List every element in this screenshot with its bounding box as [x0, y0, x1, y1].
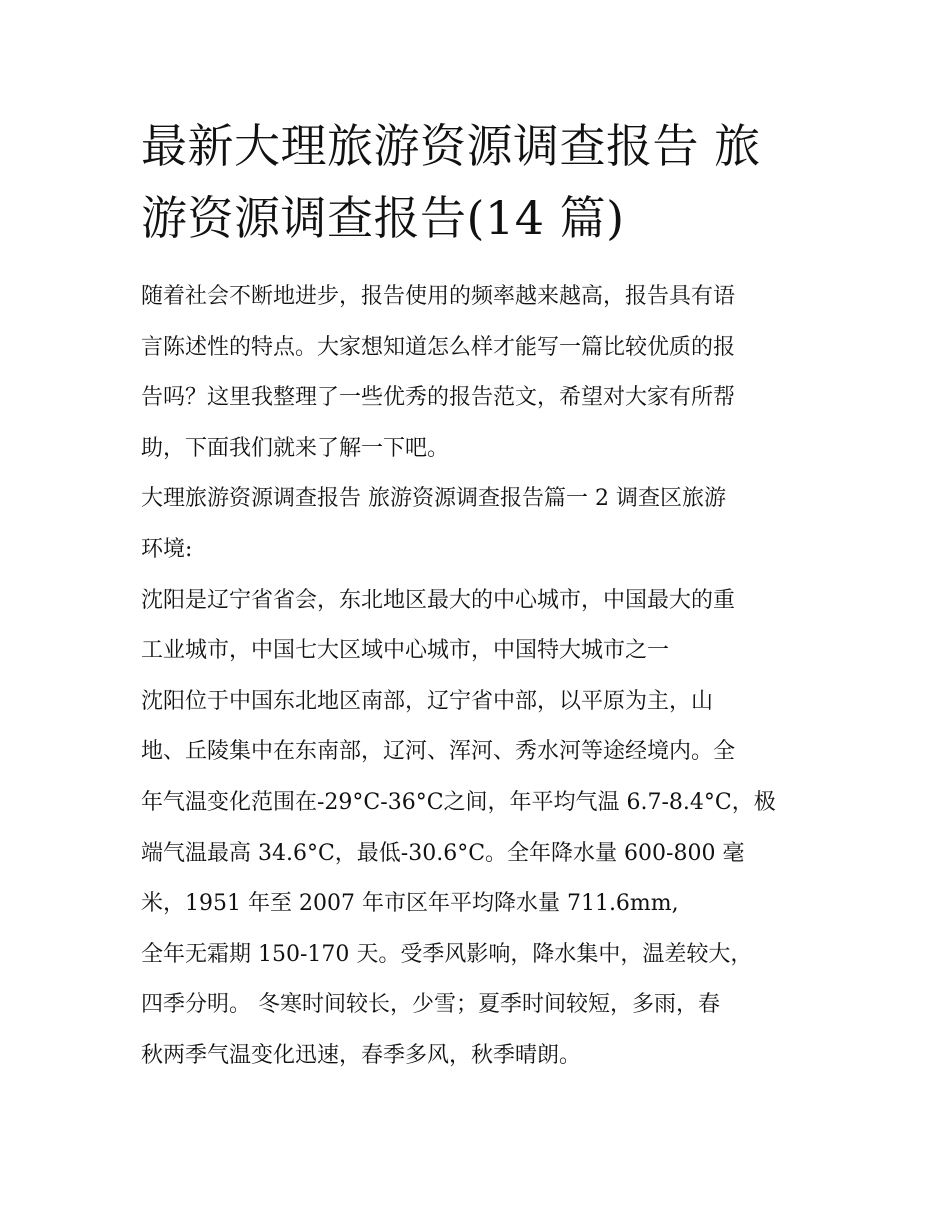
title-line: 最新大理旅游资源调查报告 旅 — [141, 119, 761, 173]
city-overview-paragraph — [141, 576, 810, 677]
text-line: 告吗？这里我整理了一些优秀的报告范文，希望对大家有所帮 — [141, 385, 736, 411]
title-line: 游资源调查报告(14 篇) — [141, 191, 625, 245]
text-line: 大理旅游资源调查报告 旅游资源调查报告篇一 2 调查区旅游 — [141, 486, 726, 512]
text-line: 年气温变化范围在-29°C-36°C之间，年平均气温 6.7-8.4°C，极 — [141, 789, 776, 815]
geography-climate-paragraph — [141, 677, 810, 930]
text-line: 地、丘陵集中在东南部，辽河、浑河、秀水河等途经境内。全 — [141, 739, 736, 765]
text-line: 工业城市，中国七大区域中心城市，中国特大城市之一 — [141, 638, 670, 664]
text-line: 秋两季气温变化迅速，春季多风，秋季晴朗。 — [141, 1042, 582, 1068]
text-line: 环境: — [141, 536, 193, 562]
text-line: 助，下面我们就来了解一下吧。 — [141, 435, 450, 461]
text-line: 沈阳位于中国东北地区南部，辽宁省中部，以平原为主，山 — [141, 688, 714, 714]
section-heading-paragraph — [141, 474, 810, 575]
text-line: 四季分明。 冬寒时间较长，少雪；夏季时间较短，多雨，春 — [141, 992, 720, 1018]
text-line: 沈阳是辽宁省省会，东北地区最大的中心城市，中国最大的重 — [141, 587, 736, 613]
text-line: 端气温最高 34.6°C，最低-30.6°C。全年降水量 600-800 毫 — [141, 840, 745, 866]
intro-paragraph — [141, 272, 810, 474]
text-line: 米，1951 年至 2007 年市区年平均降水量 711.6mm, — [141, 891, 679, 917]
document-title — [141, 110, 810, 254]
seasons-paragraph — [141, 930, 810, 1082]
text-line: 言陈述性的特点。大家想知道怎么样才能写一篇比较优质的报 — [141, 334, 736, 360]
text-line: 全年无霜期 150-170 天。受季风影响，降水集中，温差较大， — [141, 941, 753, 967]
text-line: 随着社会不断地进步，报告使用的频率越来越高，报告具有语 — [141, 284, 736, 309]
